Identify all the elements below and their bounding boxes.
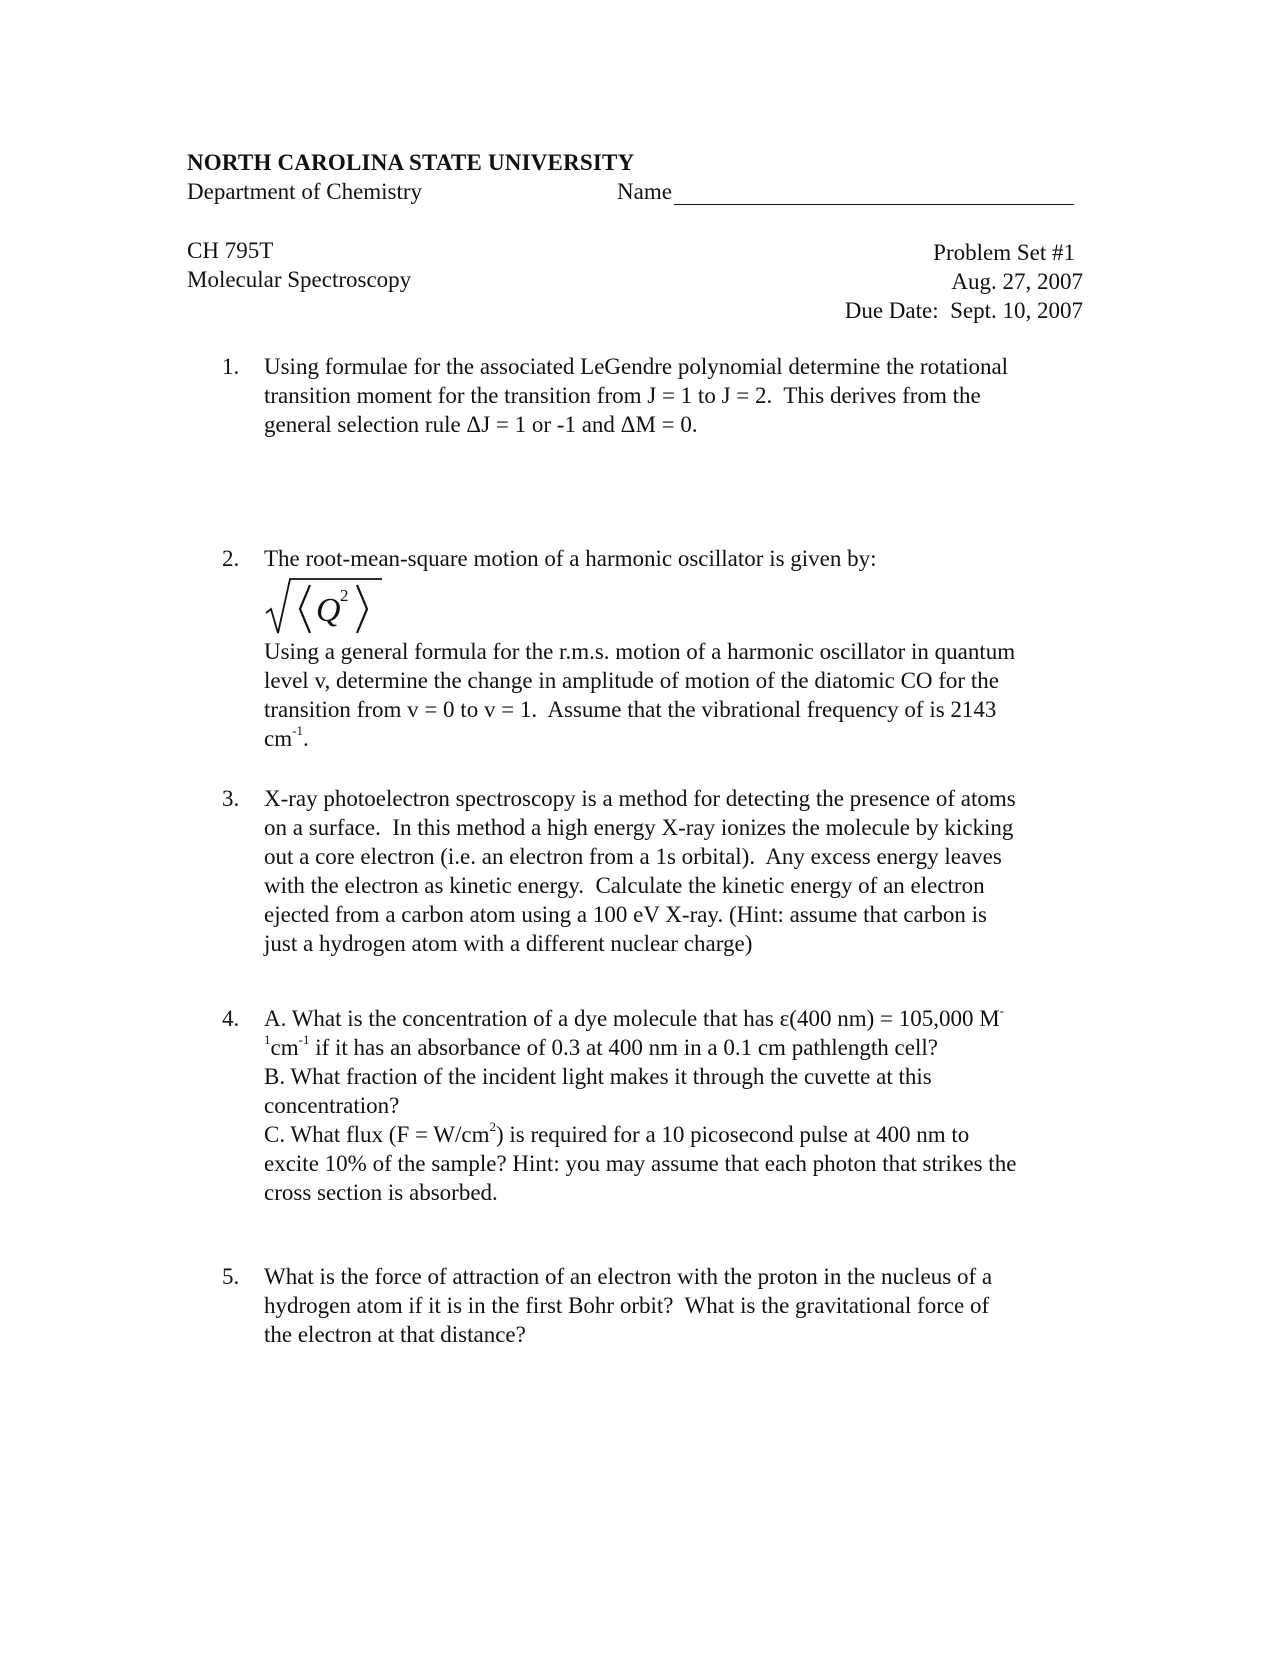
- problem-number: 1.: [222, 354, 240, 379]
- formula-exponent: 2: [340, 586, 349, 605]
- problem-number: 4.: [222, 1006, 240, 1031]
- problem-text-line: transition from v = 0 to v = 1. Assume that the vibrational frequency of is 2143: [264, 697, 997, 722]
- problem-text-line: cross section is absorbed.: [264, 1180, 498, 1205]
- problem-text-line: general selection rule ΔJ = 1 or -1 and ΔM = 0.: [264, 412, 698, 437]
- problem-text-line: on a surface. In this method a high energy X-ray ionizes the molecule by kicking: [264, 815, 1014, 840]
- formula-symbol: Q: [316, 592, 341, 629]
- problem-text-line: The root-mean-square motion of a harmonic oscillator is given by:: [264, 546, 877, 571]
- problem-text-line: Using formulae for the associated LeGendre polynomial determine the rotational: [264, 354, 1009, 379]
- problem-text-line: $cm^{-1}$.: [264, 723, 309, 751]
- problem-2: [222, 544, 1084, 753]
- problem-text-line: hydrogen atom if it is in the first Bohr orbit? What is the gravitational force of: [264, 1293, 990, 1318]
- problem-set-label: Problem Set #1: [933, 240, 1075, 265]
- course-title: Molecular Spectroscopy: [187, 267, 412, 292]
- problem-text-line: excite 10% of the sample? Hint: you may assume that each photon that strikes the: [264, 1151, 1017, 1176]
- problem-text-line: transition moment for the transition from J = 1 to J = 2. This derives from the: [264, 383, 981, 408]
- problem-number: 5.: [222, 1264, 240, 1289]
- due-date: Due Date: Sept. 10, 2007: [844, 298, 1083, 323]
- name-blank-line: [674, 180, 1074, 205]
- issue-date: Aug. 27, 2007: [951, 269, 1083, 294]
- rms-formula: [264, 575, 1084, 637]
- problem-4: [222, 1004, 1084, 1207]
- problem-text-line: A. What is the concentration of a dye molecule that has ε(400 nm) = 105,000 M-: [264, 1003, 1005, 1031]
- problem-number: 3.: [222, 786, 240, 811]
- name-label: Name: [617, 179, 672, 204]
- problem-5: [222, 1262, 1084, 1349]
- name-field: [617, 179, 1074, 205]
- problem-number: 2.: [222, 546, 240, 571]
- problem-1: [222, 352, 1084, 439]
- problem-text-line: concentration?: [264, 1093, 400, 1118]
- assignment-info: [845, 238, 1083, 325]
- problem-text-line: the electron at that distance?: [264, 1322, 526, 1347]
- problem-text-line: just a hydrogen atom with a different nuclear charge): [264, 931, 753, 956]
- problem-text-line: C. What flux $(F = W/cm^2)$ is required for a 10 picosecond pulse at 400 nm to: [264, 1119, 970, 1147]
- problem-text-line: What is the force of attraction of an electron with the proton in the nucleus of a: [264, 1264, 993, 1289]
- course-number: CH 795T: [187, 238, 274, 263]
- problem-text-line: with the electron as kinetic energy. Calculate the kinetic energy of an electron: [264, 873, 985, 898]
- university-name: NORTH CAROLINA STATE UNIVERSITY: [187, 150, 635, 175]
- problem-text-line: level v, determine the change in amplitude of motion of the diatomic CO for the: [264, 668, 999, 693]
- sqrt-expectation-q-squared: [264, 575, 384, 637]
- problem-text-line: out a core electron (i.e. an electron from a 1s orbital). Any excess energy leaves: [264, 844, 1002, 869]
- department-name: Department of Chemistry: [187, 179, 423, 204]
- problem-text-line: X-ray photoelectron spectroscopy is a method for detecting the presence of atoms: [264, 786, 1016, 811]
- problem-text-line: ejected from a carbon atom using a 100 eV X-ray. (Hint: assume that carbon is: [264, 902, 987, 927]
- problem-text-line: Using a general formula for the r.m.s. motion of a harmonic oscillator in quantum: [264, 639, 1016, 664]
- problem-3: [222, 784, 1084, 958]
- problem-text-line: $^1cm^{-1}$ if it has an absorbance of 0.3 at 400 nm in a 0.1 cm pathlength cell?: [264, 1032, 938, 1060]
- problem-text-line: B. What fraction of the incident light makes it through the cuvette at this: [264, 1064, 932, 1089]
